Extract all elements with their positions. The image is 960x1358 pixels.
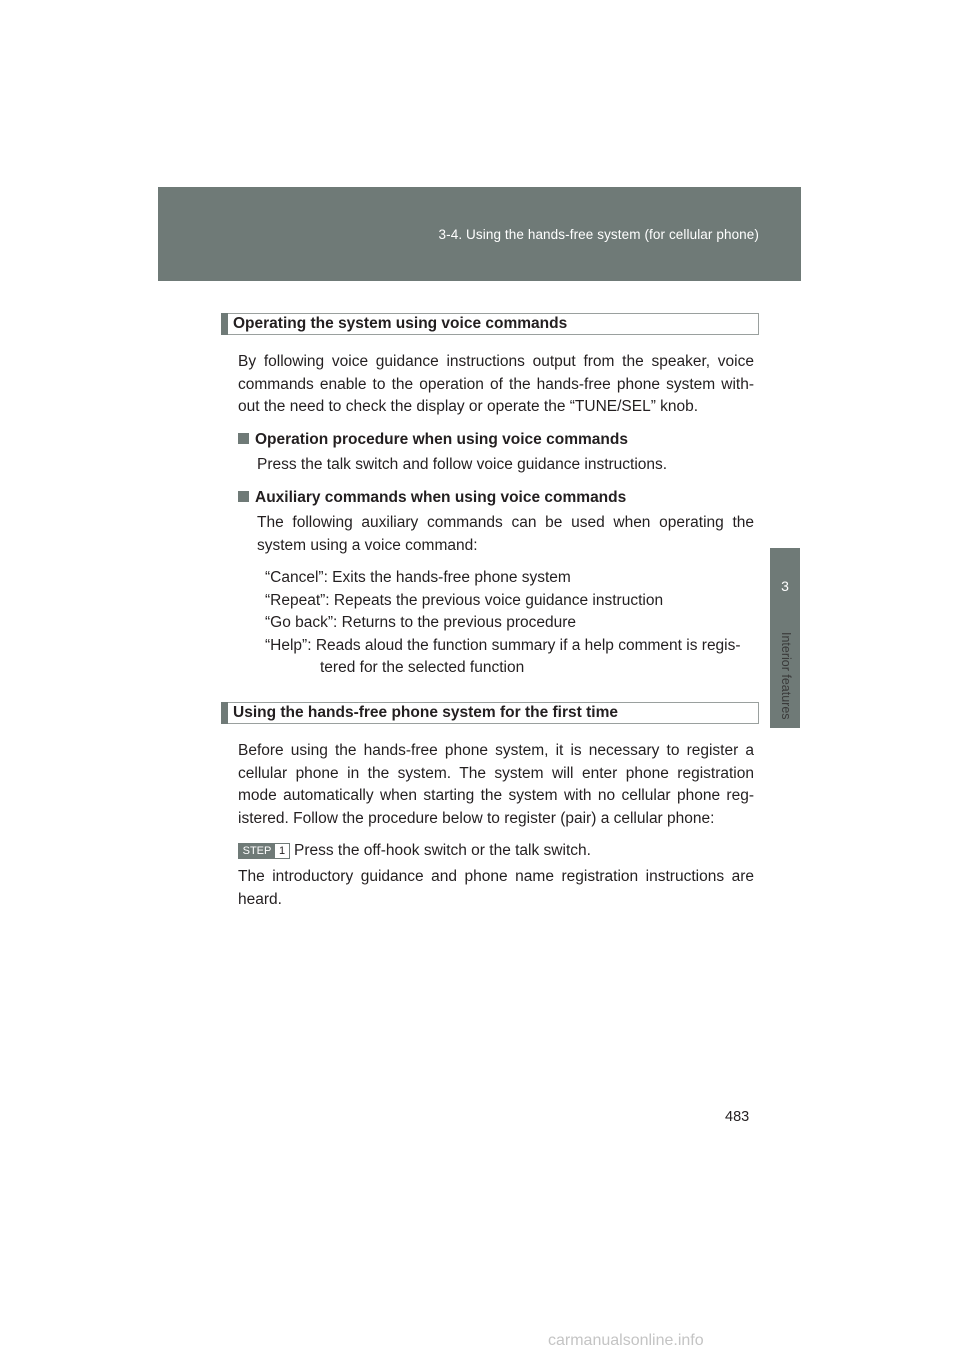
subheading-auxiliary-commands	[238, 489, 626, 507]
section-heading-voice-commands	[221, 313, 759, 335]
section-intro: Before using the hands-free phone system, it is necessary to register a cellular phone in the system. The system will enter phone registration mode automatically when starting the system with no cellular phone reg-istered. Follow the procedure below to register (pair) a cellular phone:	[238, 742, 754, 827]
subheading-text: Operation procedure when using voice commands	[255, 431, 628, 448]
command-cancel: “Cancel”: Exits the hands-free phone system	[265, 569, 571, 586]
page-number: 483	[725, 1109, 750, 1125]
chapter-title: 3-4. Using the hands-free system (for cellular phone)	[438, 227, 759, 242]
step-number: 1	[278, 845, 286, 857]
watermark: carmanualsonline.info	[548, 1332, 704, 1349]
step-text: Press the off-hook switch or the talk switch.	[294, 842, 591, 859]
command-repeat: “Repeat”: Repeats the previous voice guidance instruction	[265, 592, 664, 609]
square-bullet-icon	[238, 433, 249, 444]
chapter-label: Interior features	[779, 632, 793, 720]
heading-bar	[221, 702, 228, 724]
command-go-back: “Go back”: Returns to the previous procedure	[265, 614, 577, 631]
operation-text: Press the talk switch and follow voice guidance instructions.	[257, 456, 668, 473]
section-title: Using the hands-free phone system for the first time	[233, 704, 618, 721]
auxiliary-text: The following auxiliary commands can be used when operating the system using a voice command:	[257, 514, 754, 554]
command-help: “Help”: Reads aloud the function summary if a help comment is regis-	[265, 637, 741, 654]
command-help-continued: tered for the selected function	[320, 659, 525, 676]
chapter-header	[158, 187, 801, 281]
square-bullet-icon	[238, 491, 249, 502]
chapter-number: 3	[781, 578, 789, 594]
section-intro: By following voice guidance instructions output from the speaker, voice commands enable to the operation of the hands-free phone system with-out the need to check the display or operate the “TUNE/SEL” knob.	[238, 353, 754, 416]
subheading-text: Auxiliary commands when using voice commands	[255, 489, 627, 506]
step-label: STEP	[239, 844, 275, 858]
step-badge	[238, 843, 290, 859]
step-result-text: The introductory guidance and phone name registration instructions are heard.	[238, 868, 754, 908]
section-title: Operating the system using voice commands	[233, 315, 568, 332]
section-heading-first-time	[221, 702, 759, 724]
heading-bar	[221, 313, 228, 335]
subheading-operation-procedure	[238, 431, 628, 449]
